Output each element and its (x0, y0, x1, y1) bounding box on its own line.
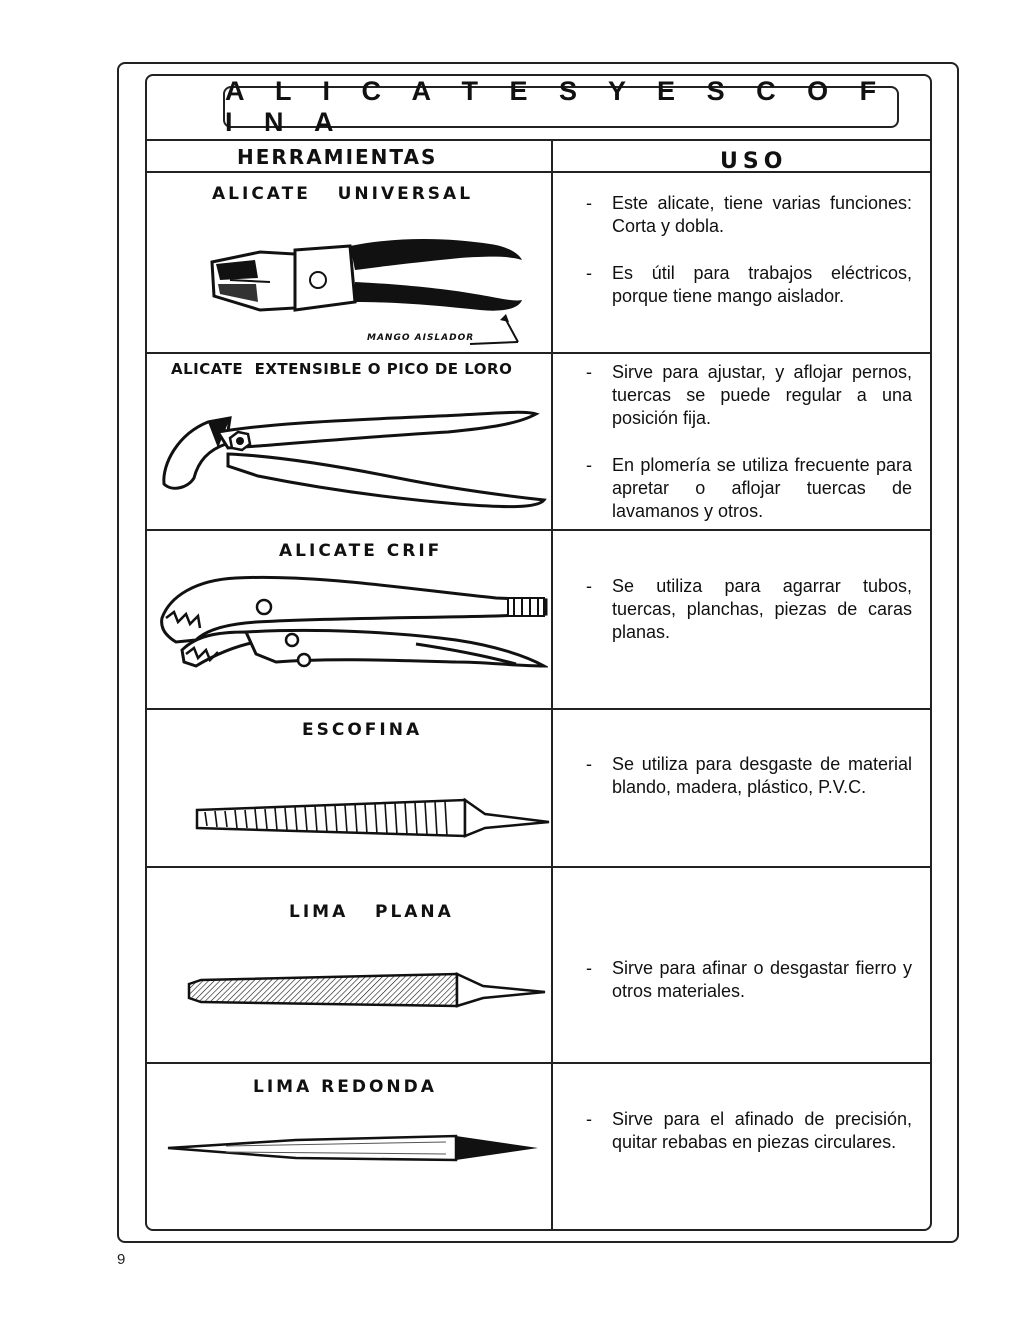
use-text: Sirve para el afinado de precisión, quitar rebabas en piezas circulares. (612, 1109, 912, 1152)
row-divider-1 (146, 352, 931, 354)
alicate-extensible-illustration (158, 404, 548, 514)
lima-redonda-illustration (166, 1130, 542, 1166)
uso-lima-plana (586, 957, 912, 1027)
bullet-dash: - (586, 576, 592, 596)
use-text: Se utiliza para agarrar tubos, tuercas, planchas, piezas de caras planas. (612, 576, 912, 642)
page-number: 9 (117, 1251, 126, 1268)
tool-name-alicate-extensible: ALICATE EXTENSIBLE O PICO DE LORO (171, 360, 513, 378)
uso-lima-redonda (586, 1108, 912, 1178)
bullet-dash: - (586, 193, 592, 213)
use-item (586, 192, 912, 238)
row-divider-3 (146, 708, 931, 710)
bullet-dash: - (586, 455, 592, 475)
tool-name-lima-plana: LIMA PLANA (289, 902, 454, 922)
use-item (586, 575, 912, 644)
use-item (586, 1108, 912, 1154)
uso-escofina (586, 753, 912, 823)
use-item (586, 957, 912, 1003)
bullet-dash: - (586, 1109, 592, 1129)
bullet-dash: - (586, 754, 592, 774)
use-text: Se utiliza para desgaste de material blando, madera, plástico, P.V.C. (612, 754, 912, 797)
uso-alicate-extensible (586, 361, 912, 547)
page-title: A L I C A T E S Y E S C O F I N A (225, 76, 889, 137)
column-header-tools: HERRAMIENTAS (237, 145, 438, 169)
use-item (586, 361, 912, 430)
tool-name-alicate-crif: ALICATE CRIF (279, 541, 443, 561)
tool-name-lima-redonda: LIMA REDONDA (253, 1077, 437, 1097)
use-text: En plomería se utiliza frecuente para apretar o aflojar tuercas de lavamanos y otros. (612, 455, 912, 521)
uso-alicate-universal (586, 192, 912, 332)
lima-plana-illustration (187, 968, 547, 1010)
use-item (586, 753, 912, 799)
tool-name-alicate-universal: ALICATE UNIVERSAL (212, 184, 474, 204)
alicate-crif-illustration (156, 570, 548, 690)
header-bottom-line (146, 171, 931, 173)
use-text: Sirve para afinar o desgastar fierro y otros materiales. (612, 958, 912, 1001)
column-header-use: USO (720, 149, 788, 174)
alicate-universal-illustration (200, 222, 540, 350)
tool-name-escofina: ESCOFINA (302, 720, 423, 740)
column-divider (551, 141, 553, 1230)
use-text: Este alicate, tiene varias funciones: Corta y dobla. (612, 193, 912, 236)
bullet-dash: - (586, 263, 592, 283)
use-text: Sirve para ajustar, y aflojar pernos, tuercas se puede regular a una posición fija. (612, 362, 912, 428)
bullet-dash: - (586, 958, 592, 978)
bullet-dash: - (586, 362, 592, 382)
header-top-line (146, 139, 931, 141)
escofina-illustration (195, 796, 551, 842)
caption-mango-aislador: MANGO AISLADOR (367, 333, 475, 343)
use-item (586, 262, 912, 308)
use-item (586, 454, 912, 523)
row-divider-5 (146, 1062, 931, 1064)
use-text: Es útil para trabajos eléctricos, porque tiene mango aislador. (612, 263, 912, 306)
uso-alicate-crif (586, 575, 912, 668)
title-box (223, 76, 899, 137)
row-divider-4 (146, 866, 931, 868)
